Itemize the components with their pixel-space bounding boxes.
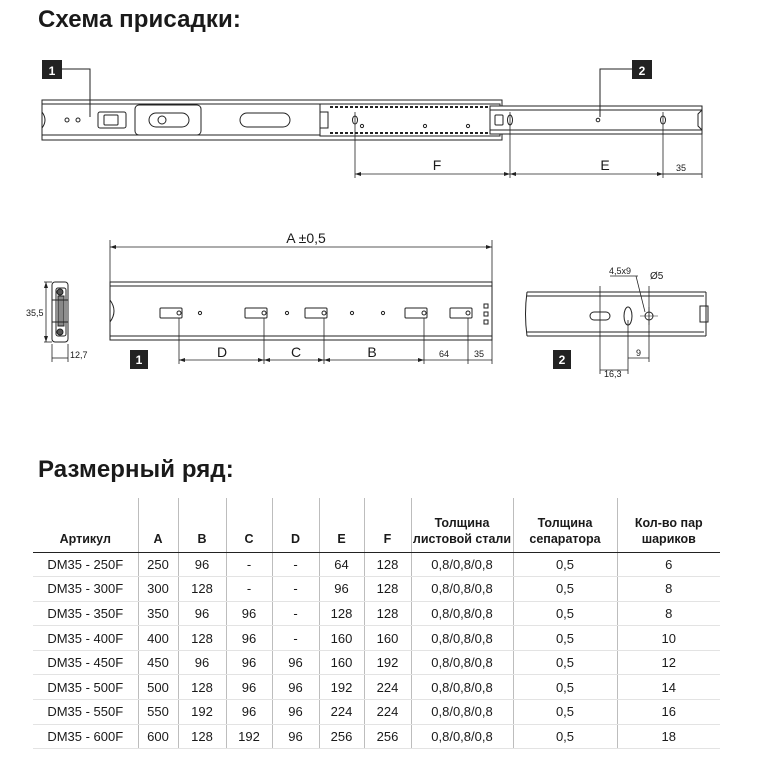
cell-C: 96	[226, 675, 272, 700]
cell-A: 400	[138, 626, 178, 651]
cell-ball-pairs: 10	[617, 626, 720, 651]
cell-D: -	[272, 601, 319, 626]
cell-F: 128	[364, 601, 411, 626]
callout-1-label-bottom: 1	[135, 353, 143, 367]
callout-2-label: 2	[638, 64, 646, 78]
cell-D: 96	[272, 650, 319, 675]
dim-E-label: E	[600, 157, 610, 173]
size-range-table	[33, 498, 720, 749]
cell-article: DM35 - 350F	[33, 601, 138, 626]
col-header-B: B	[178, 498, 226, 552]
cell-E: 96	[319, 577, 364, 602]
col-header-A: A	[138, 498, 178, 552]
cell-B: 192	[178, 700, 226, 725]
cell-D: -	[272, 577, 319, 602]
cross-section-drawing	[52, 282, 68, 342]
cell-sheet-thickness: 0,8/0,8/0,8	[411, 552, 513, 577]
cell-E: 64	[319, 552, 364, 577]
cell-B: 96	[178, 650, 226, 675]
dim-B-label: B	[367, 344, 377, 360]
col-header-article: Артикул	[33, 498, 138, 552]
cell-F: 128	[364, 577, 411, 602]
cell-A: 550	[138, 700, 178, 725]
cell-B: 96	[178, 601, 226, 626]
cell-sheet-thickness: 0,8/0,8/0,8	[411, 601, 513, 626]
col-header-D: D	[272, 498, 319, 552]
col-header-sheet-thickness: Толщина листовой стали	[411, 498, 513, 552]
cell-B: 128	[178, 626, 226, 651]
detail-2-drawing	[526, 292, 709, 336]
cell-D: 96	[272, 724, 319, 749]
cell-article: DM35 - 250F	[33, 552, 138, 577]
cell-C: 96	[226, 601, 272, 626]
cell-A: 250	[138, 552, 178, 577]
cell-A: 500	[138, 675, 178, 700]
cell-E: 160	[319, 650, 364, 675]
dim-height-label: 35,5	[26, 308, 44, 318]
table-row	[33, 626, 720, 651]
cell-separator-thickness: 0,5	[513, 675, 617, 700]
dim-hole-label: Ø5	[650, 271, 664, 282]
cell-A: 600	[138, 724, 178, 749]
cell-F: 192	[364, 650, 411, 675]
cell-A: 450	[138, 650, 178, 675]
cell-article: DM35 - 600F	[33, 724, 138, 749]
cell-B: 128	[178, 675, 226, 700]
col-header-separator-thickness: Толщина сепаратора	[513, 498, 617, 552]
table-row	[33, 700, 720, 725]
cell-C: 192	[226, 724, 272, 749]
cell-ball-pairs: 8	[617, 601, 720, 626]
dim-9-label: 9	[636, 348, 642, 358]
closed-slide-drawing	[110, 282, 492, 340]
col-header-C: C	[226, 498, 272, 552]
col-header-ball-pairs: Кол-во пар шариков	[617, 498, 720, 552]
cell-C: -	[226, 552, 272, 577]
cell-C: 96	[226, 700, 272, 725]
cell-D: -	[272, 552, 319, 577]
table-row	[33, 552, 720, 577]
callout-1-label: 1	[48, 64, 56, 78]
cell-article: DM35 - 500F	[33, 675, 138, 700]
dim-width-label: 12,7	[70, 350, 88, 360]
cell-A: 300	[138, 577, 178, 602]
cell-article: DM35 - 400F	[33, 626, 138, 651]
cell-ball-pairs: 8	[617, 577, 720, 602]
cell-B: 96	[178, 552, 226, 577]
table-row	[33, 675, 720, 700]
cell-separator-thickness: 0,5	[513, 650, 617, 675]
cell-sheet-thickness: 0,8/0,8/0,8	[411, 675, 513, 700]
cell-ball-pairs: 6	[617, 552, 720, 577]
cell-C: -	[226, 577, 272, 602]
dim-slot-label: 4,5x9	[609, 266, 632, 276]
cell-separator-thickness: 0,5	[513, 601, 617, 626]
cell-ball-pairs: 14	[617, 675, 720, 700]
cell-E: 224	[319, 700, 364, 725]
extended-slide-drawing	[42, 100, 702, 140]
cell-separator-thickness: 0,5	[513, 626, 617, 651]
cell-sheet-thickness: 0,8/0,8/0,8	[411, 700, 513, 725]
table-row	[33, 650, 720, 675]
cell-D: 96	[272, 700, 319, 725]
cell-E: 192	[319, 675, 364, 700]
size-range-title: Размерный ряд:	[38, 456, 234, 483]
cell-E: 256	[319, 724, 364, 749]
cell-D: -	[272, 626, 319, 651]
cell-F: 224	[364, 675, 411, 700]
dim-35-bottom-label: 35	[473, 349, 485, 359]
cell-separator-thickness: 0,5	[513, 552, 617, 577]
col-header-E: E	[319, 498, 364, 552]
cell-article: DM35 - 300F	[33, 577, 138, 602]
callout-2-label-bottom: 2	[558, 353, 566, 367]
cell-ball-pairs: 16	[617, 700, 720, 725]
cell-ball-pairs: 18	[617, 724, 720, 749]
table-row	[33, 577, 720, 602]
cell-F: 224	[364, 700, 411, 725]
cell-A: 350	[138, 601, 178, 626]
cell-B: 128	[178, 577, 226, 602]
col-header-F: F	[364, 498, 411, 552]
cell-sheet-thickness: 0,8/0,8/0,8	[411, 626, 513, 651]
cell-B: 128	[178, 724, 226, 749]
dim-64-label: 64	[438, 349, 450, 359]
cell-F: 128	[364, 552, 411, 577]
scheme-title: Схема присадки:	[38, 6, 241, 33]
cell-sheet-thickness: 0,8/0,8/0,8	[411, 577, 513, 602]
dim-D-label: D	[216, 344, 228, 360]
cell-E: 128	[319, 601, 364, 626]
cell-separator-thickness: 0,5	[513, 577, 617, 602]
cell-D: 96	[272, 675, 319, 700]
table-header-row	[33, 498, 720, 552]
table-row	[33, 724, 720, 749]
cell-F: 160	[364, 626, 411, 651]
cell-article: DM35 - 550F	[33, 700, 138, 725]
table-row	[33, 601, 720, 626]
cell-C: 96	[226, 626, 272, 651]
dim-F-label: F	[432, 157, 442, 173]
dim-C-label: C	[290, 344, 302, 360]
cell-E: 160	[319, 626, 364, 651]
cell-ball-pairs: 12	[617, 650, 720, 675]
cell-sheet-thickness: 0,8/0,8/0,8	[411, 724, 513, 749]
cell-separator-thickness: 0,5	[513, 724, 617, 749]
cell-C: 96	[226, 650, 272, 675]
dim-16-3-label: 16,3	[604, 369, 622, 379]
dim-35-top-label: 35	[675, 163, 687, 173]
cell-article: DM35 - 450F	[33, 650, 138, 675]
dim-A-label: A ±0,5	[286, 230, 326, 246]
cell-separator-thickness: 0,5	[513, 700, 617, 725]
cell-F: 256	[364, 724, 411, 749]
cell-sheet-thickness: 0,8/0,8/0,8	[411, 650, 513, 675]
